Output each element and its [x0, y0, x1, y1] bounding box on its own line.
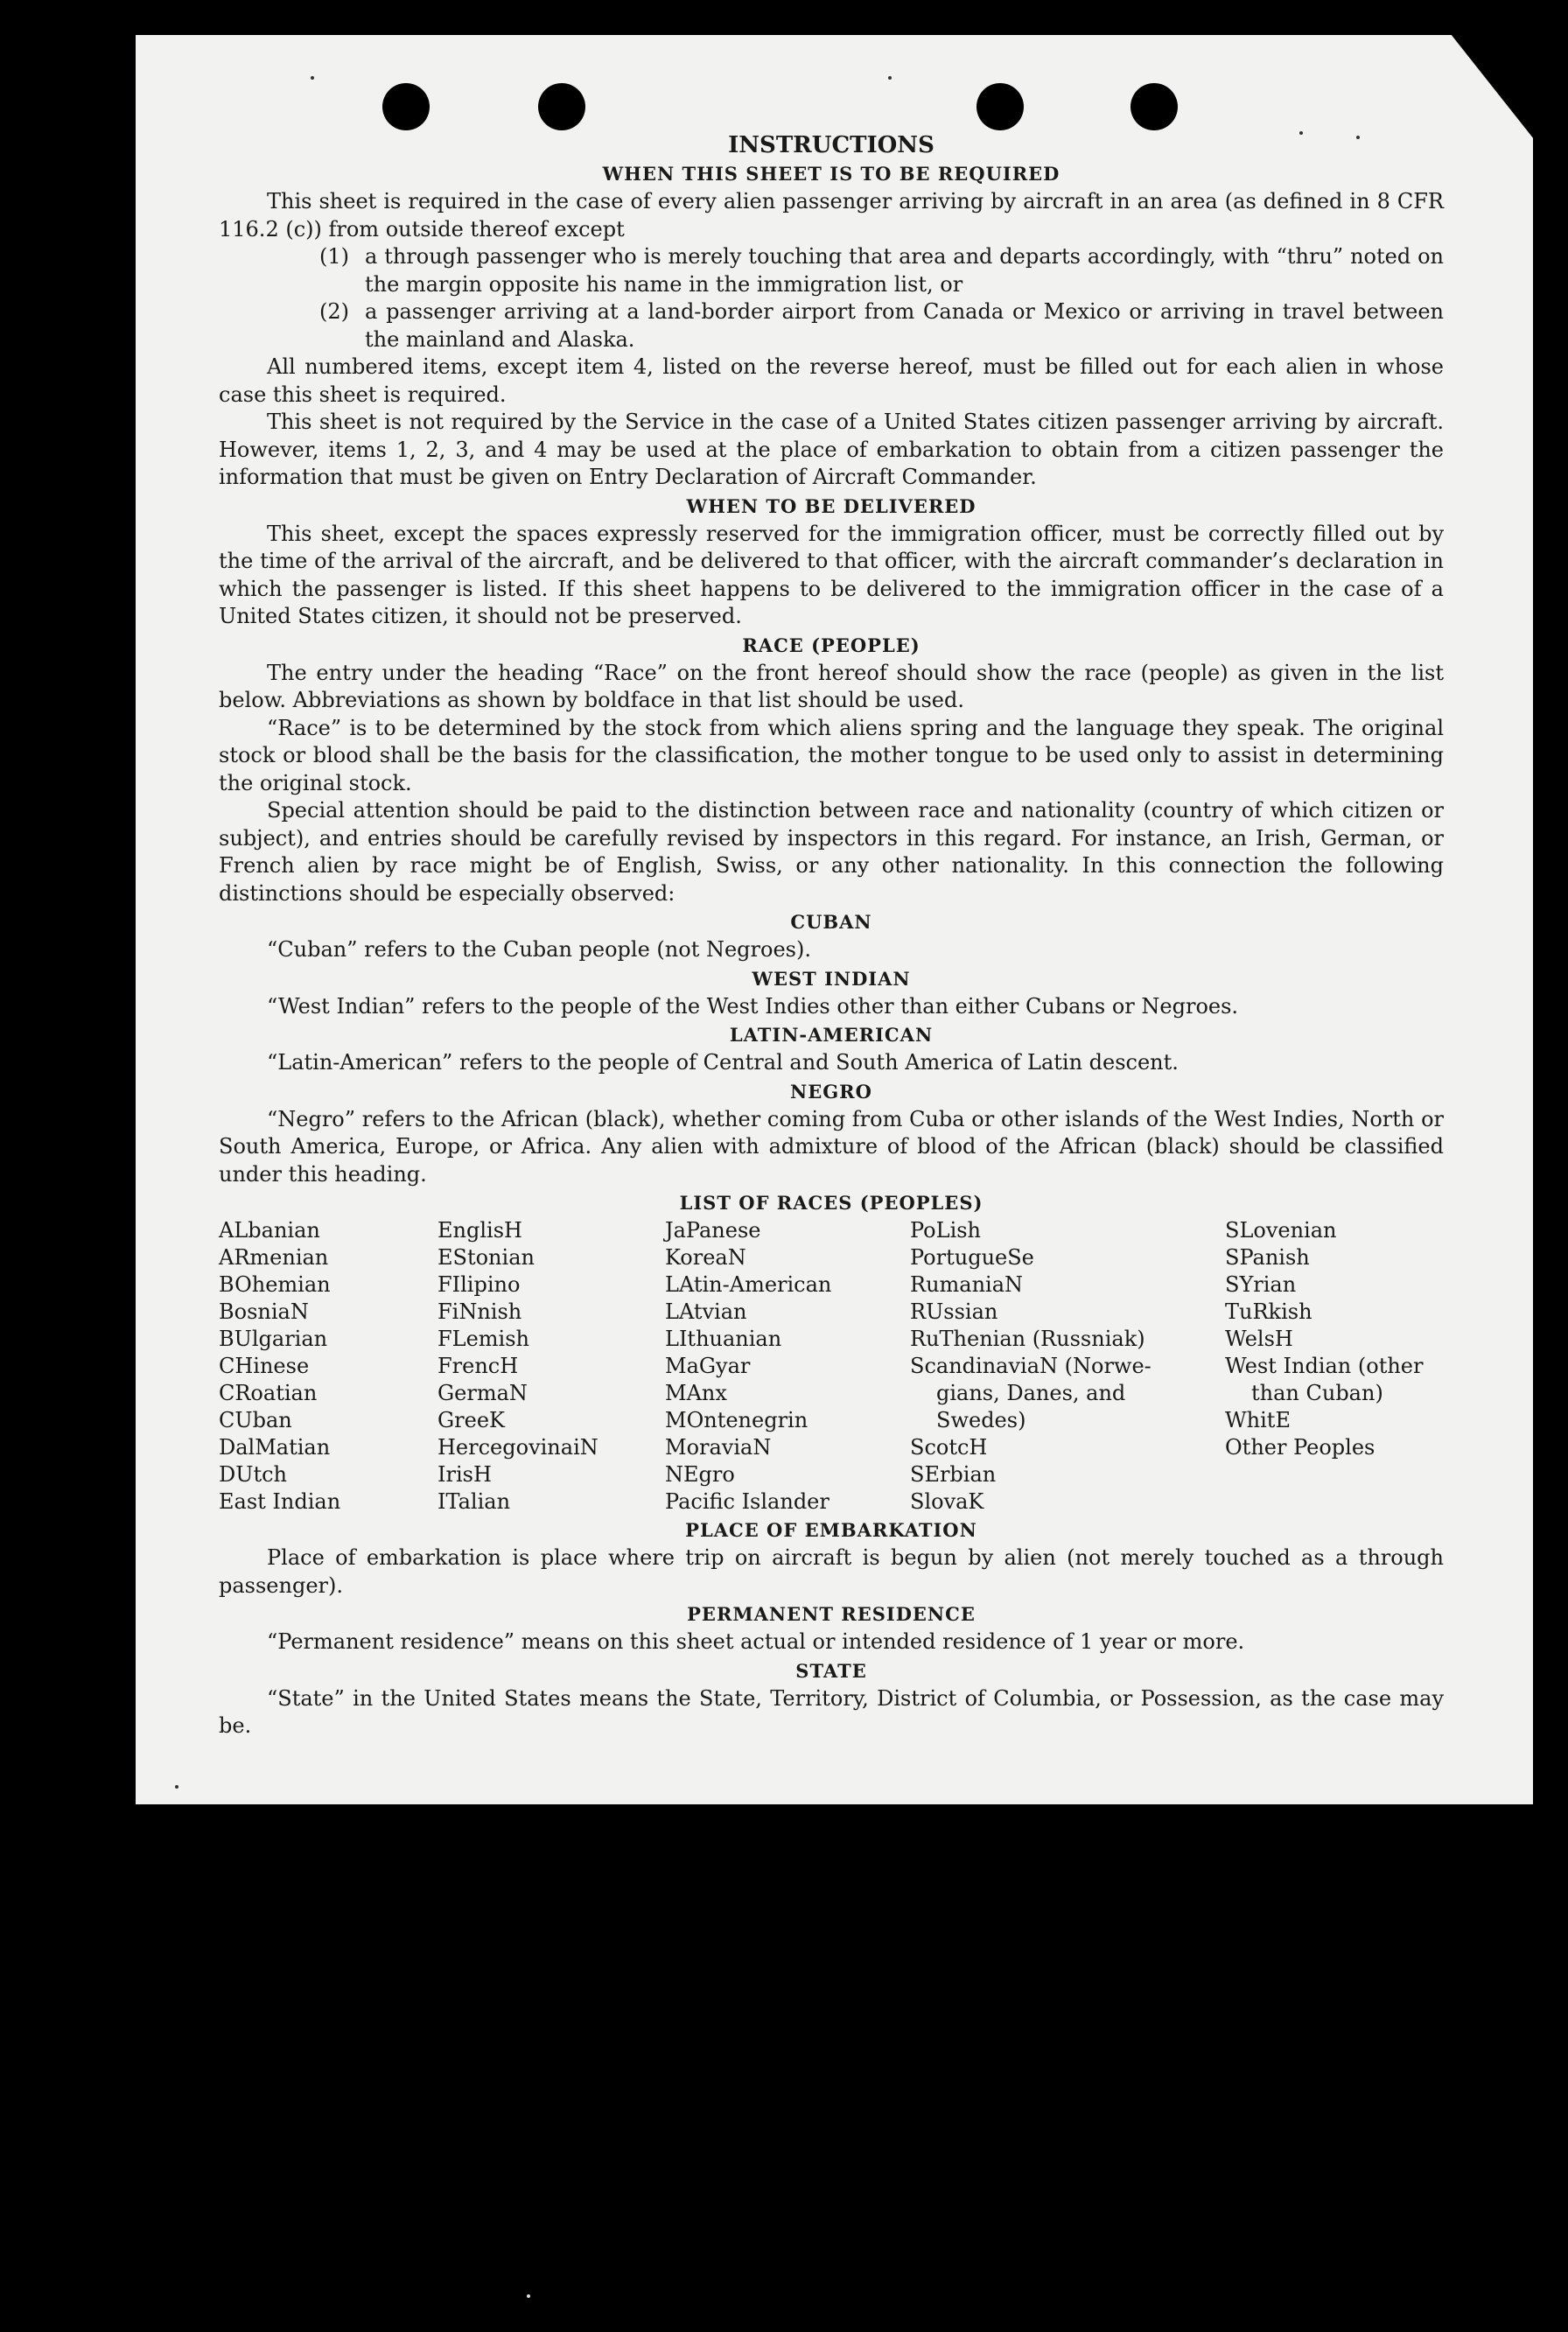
paragraph: “Permanent residence” means on this sheet actual or intended residence of 1 year or more.: [267, 1629, 1245, 1654]
race-entry: DUtch: [219, 1462, 288, 1487]
paragraph: “Negro” refers to the African (black), whether coming from Cuba or other islands of the West Indies, North or South America, Europe, or Africa. Any alien with admixture of blood of the African (black) should be classified under this heading.: [219, 1106, 1444, 1187]
race-entry: IrisH: [438, 1462, 492, 1487]
punch-hole: [538, 83, 585, 130]
race-entry: RumaniaN: [910, 1272, 1024, 1297]
section-heading: STATE: [795, 1659, 867, 1682]
torn-corner: [1451, 34, 1534, 139]
section-heading: RACE (PEOPLE): [742, 634, 920, 656]
race-entry: ScandinaviaN (Norwe-: [910, 1354, 1152, 1378]
race-entry: MAnx: [665, 1381, 727, 1405]
race-entry: CRoatian: [219, 1381, 318, 1405]
section-heading: NEGRO: [790, 1080, 872, 1103]
race-entry: MoraviaN: [665, 1435, 772, 1460]
race-entry: NEgro: [665, 1462, 735, 1487]
paragraph: This sheet is not required by the Service in the case of a United States citizen passenger arriving by aircraft. However, items 1, 2, 3, and 4 may be used at the place of embarkation to obtain from a citizen passenger the information that must be given on Entry Declaration of Aircraft Commander.: [219, 410, 1444, 489]
instructions-content: [219, 131, 1444, 1740]
section-heading: WHEN THIS SHEET IS TO BE REQUIRED: [602, 163, 1060, 185]
race-entry: ARmenian: [219, 1245, 329, 1270]
race-entry: West Indian (other: [1225, 1354, 1424, 1378]
race-entry: GreeK: [438, 1408, 505, 1432]
race-entry: SlovaK: [910, 1489, 984, 1514]
race-entry: ALbanian: [219, 1218, 320, 1243]
section-heading: WEST INDIAN: [752, 967, 911, 990]
paragraph: “Race” is to be determined by the stock from which aliens spring and the language they speak. The original stock or blood shall be the basis for the classification, the mother tongue to be used only to assist in determining the original stock.: [219, 715, 1444, 795]
race-entry: EStonian: [438, 1245, 535, 1270]
race-entry: JaPanese: [665, 1218, 761, 1243]
race-entry: FrencH: [438, 1354, 519, 1378]
speck: [888, 76, 892, 80]
paragraph: “State” in the United States means the State, Territory, District of Columbia, or Possession, as the case may be.: [219, 1685, 1444, 1738]
punch-hole: [976, 83, 1024, 130]
race-entry: DalMatian: [219, 1435, 331, 1460]
race-entry: SErbian: [910, 1462, 997, 1487]
race-entry: SLovenian: [1225, 1218, 1337, 1243]
paragraph: All numbered items, except item 4, listed on the reverse hereof, must be filled out for each alien in whose case this sheet is required.: [219, 354, 1444, 407]
list-item: (2) a passenger arriving at a land-border airport from Canada or Mexico or arriving in travel between the mainland and Alaska.: [319, 299, 1444, 352]
race-entry: BUlgarian: [219, 1327, 328, 1351]
paragraph: “Latin-American” refers to the people of Central and South America of Latin descent.: [267, 1050, 1179, 1075]
race-entry: CUban: [219, 1408, 292, 1432]
race-entry: PoLish: [910, 1218, 982, 1243]
race-entry: Other Peoples: [1225, 1435, 1376, 1460]
paragraph: “Cuban” refers to the Cuban people (not Negroes).: [267, 937, 811, 962]
race-entry: KoreaN: [665, 1245, 746, 1270]
race-entry: EnglisH: [438, 1218, 522, 1243]
race-entry: East Indian: [219, 1489, 341, 1514]
race-entry: FiNnish: [438, 1299, 522, 1324]
race-column: [910, 1217, 1225, 1516]
section-heading: CUBAN: [790, 911, 872, 933]
race-entry: Swedes): [936, 1408, 1026, 1432]
paragraph: The entry under the heading “Race” on the front hereof should show the race (people) as given in the list below. Abbreviations as shown by boldface in that list should be used.: [219, 660, 1444, 712]
section-heading: PLACE OF EMBARKATION: [685, 1519, 977, 1541]
race-entry: BOhemian: [219, 1272, 331, 1297]
race-entry: LAtin-American: [665, 1272, 832, 1297]
race-list: [219, 1217, 1444, 1516]
race-entry: ITalian: [438, 1489, 511, 1514]
race-entry: BosniaN: [219, 1299, 309, 1324]
race-entry: WelsH: [1225, 1327, 1293, 1351]
race-entry: LAtvian: [665, 1299, 747, 1324]
speck: [175, 1785, 178, 1789]
paragraph: This sheet is required in the case of every alien passenger arriving by aircraft in an area (as defined in 8 CFR 116.2 (c)) from outside thereof except: [219, 189, 1444, 242]
race-entry: SPanish: [1225, 1245, 1310, 1270]
race-entry: Pacific Islander: [665, 1489, 830, 1514]
section-heading: LIST OF RACES (PEOPLES): [679, 1192, 984, 1214]
race-column: [665, 1217, 910, 1516]
race-entry: RUssian: [910, 1299, 998, 1324]
speck: [311, 76, 314, 80]
race-entry: WhitE: [1225, 1408, 1291, 1432]
race-entry: MOntenegrin: [665, 1408, 808, 1432]
race-entry: PortugueSe: [910, 1245, 1034, 1270]
race-entry: CHinese: [219, 1354, 310, 1378]
punch-hole: [1130, 83, 1178, 130]
paragraph: Place of embarkation is place where trip on aircraft is begun by alien (not merely touched as a through passenger).: [219, 1545, 1444, 1598]
race-entry: RuThenian (Russniak): [910, 1327, 1145, 1351]
race-entry: gians, Danes, and: [936, 1381, 1126, 1405]
race-entry: HercegovinaiN: [438, 1435, 598, 1460]
page-title: INSTRUCTIONS: [728, 132, 934, 158]
section-heading: PERMANENT RESIDENCE: [687, 1603, 976, 1625]
document-sheet: [136, 35, 1533, 1804]
race-entry: FIlipino: [438, 1272, 521, 1297]
race-entry: than Cuban): [1251, 1381, 1383, 1405]
paragraph: This sheet, except the spaces expressly reserved for the immigration officer, must be correctly filled out by the time of the arrival of the aircraft, and be delivered to that officer, with the aircraft commander’s declaration in which the passenger is listed. If this sheet happens to be delivered to the immigration officer in the case of a United States citizen, it should not be preserved.: [219, 521, 1444, 628]
race-entry: FLemish: [438, 1327, 529, 1351]
race-entry: MaGyar: [665, 1354, 751, 1378]
speck: [527, 2294, 530, 2298]
race-entry: GermaN: [438, 1381, 528, 1405]
race-entry: LIthuanian: [665, 1327, 782, 1351]
race-entry: TuRkish: [1225, 1299, 1312, 1324]
punch-hole: [382, 83, 430, 130]
race-column: [438, 1217, 665, 1516]
list-item: (1) a through passenger who is merely touching that area and departs accordingly, with “thru” noted on the margin opposite his name in the immigration list, or: [319, 244, 1444, 297]
race-column: [219, 1217, 438, 1516]
section-heading: LATIN-AMERICAN: [729, 1024, 934, 1046]
race-entry: SYrian: [1225, 1272, 1297, 1297]
section-heading: WHEN TO BE DELIVERED: [686, 494, 976, 517]
race-entry: ScotcH: [910, 1435, 988, 1460]
race-column: [1225, 1217, 1444, 1516]
paragraph: Special attention should be paid to the distinction between race and nationality (country of which citizen or subject), and entries should be carefully revised by inspectors in this regard. For instance, an Irish, German, or French alien by race might be of English, Swiss, or any other nationality. In this connection the following distinctions should be especially observed:: [219, 798, 1444, 906]
paragraph: “West Indian” refers to the people of the West Indies other than either Cubans or Negroes.: [267, 993, 1239, 1019]
